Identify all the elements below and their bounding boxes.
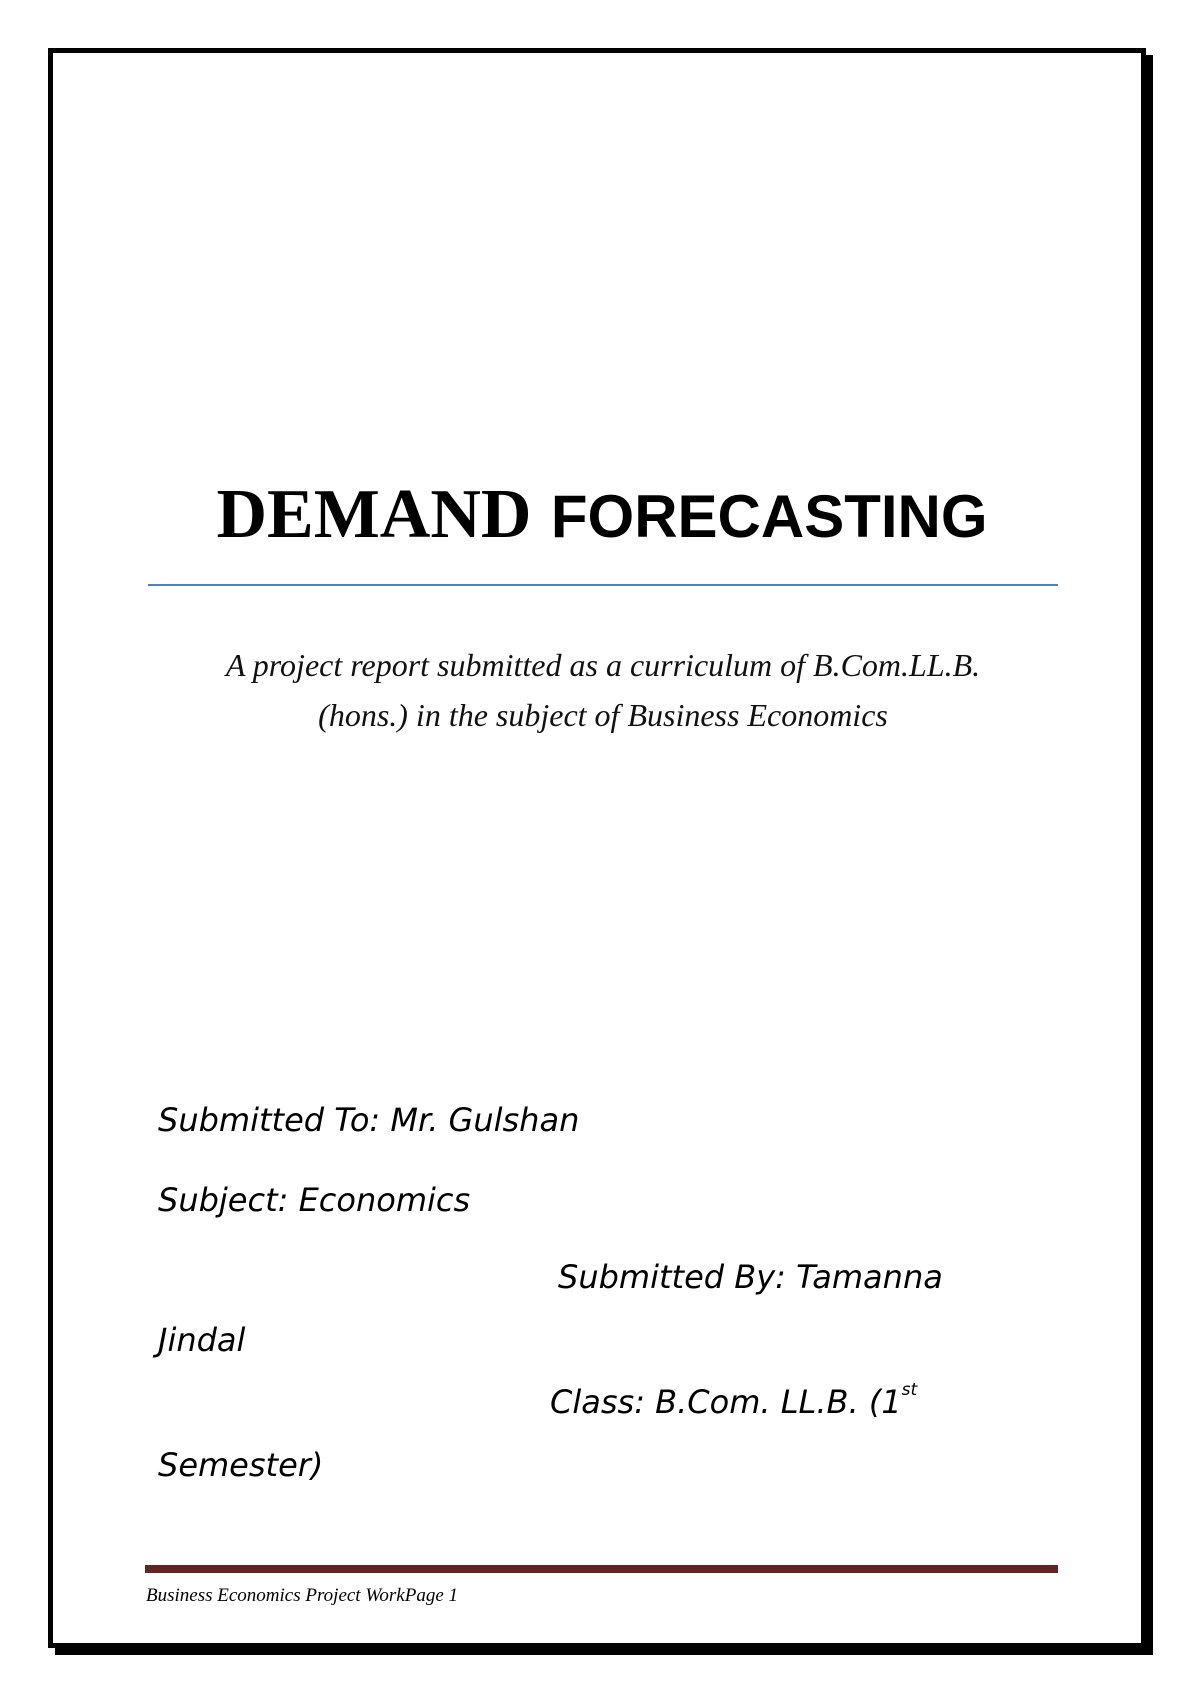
subtitle-line-1: A project report submitted as a curriculum of B.Com.LL.B. — [225, 647, 981, 683]
class-superscript: st — [901, 1380, 918, 1400]
page-title — [148, 468, 1056, 562]
title-word-forecasting: FORECASTING — [550, 483, 988, 550]
class-text: Class: B.Com. LL.B. (1 — [550, 1383, 902, 1421]
title-word-demand: DEMAND — [216, 476, 532, 553]
footer-divider — [145, 1565, 1058, 1573]
class-line — [550, 1380, 917, 1424]
subject: Subject: Economics — [158, 1181, 471, 1219]
subtitle-line-2: (hons.) in the subject of Business Economics — [318, 697, 888, 733]
footer-text: Business Economics Project WorkPage 1 — [146, 1585, 459, 1606]
submitted-by: Submitted By: Tamanna — [558, 1258, 943, 1296]
subtitle — [148, 640, 1058, 740]
submitted-to: Submitted To: Mr. Gulshan — [158, 1101, 580, 1139]
title-divider — [148, 584, 1058, 586]
submitted-by-continued: Jindal — [158, 1321, 246, 1359]
class-continued: Semester) — [158, 1446, 324, 1484]
